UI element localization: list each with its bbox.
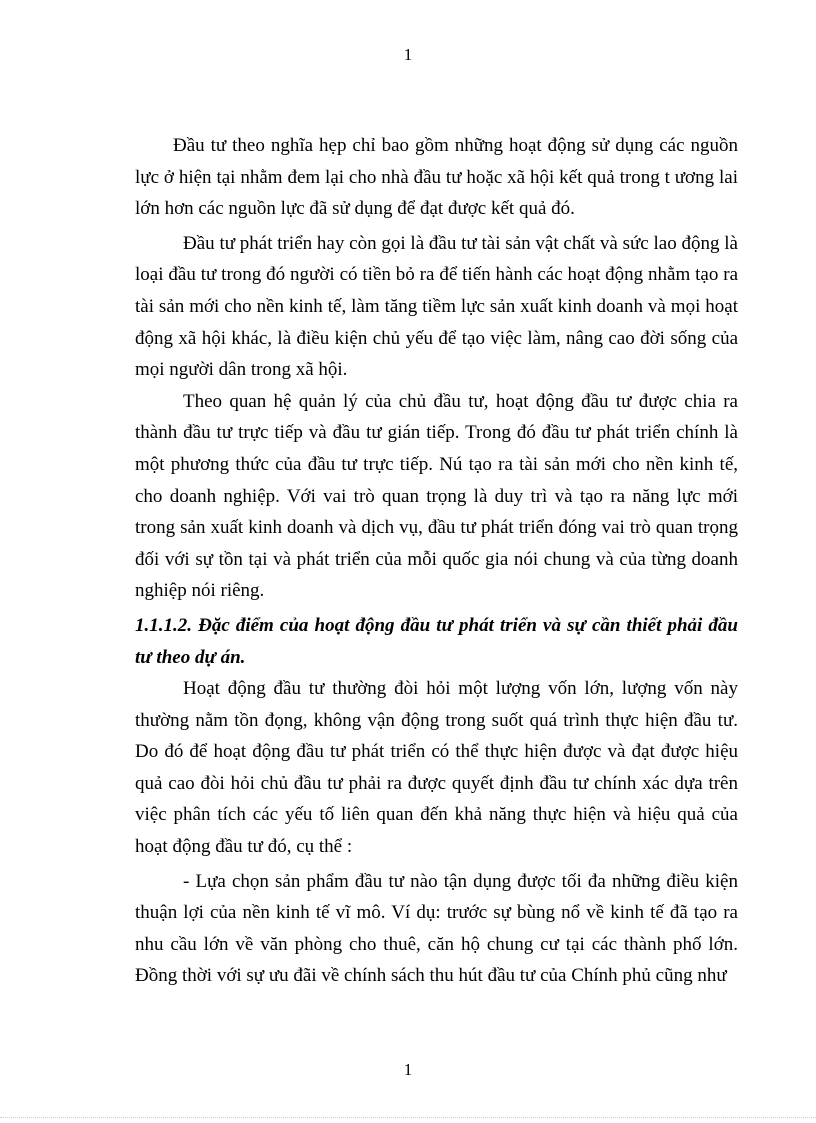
section-heading: 1.1.1.2. Đặc điểm của hoạt động đầu tư phát triển và sự cần thiết phải đầu tư theo dự án. xyxy=(135,614,738,668)
page-break-line xyxy=(0,1117,816,1118)
paragraph-product-selection: - Lựa chọn sản phẩm đầu tư nào tận dụng được tối đa những điều kiện thuận lợi của nền kinh tế vĩ mô. Ví dụ: trước sự bùng nổ về kinh tế đã tạo ra nhu cầu lớn về văn phòng cho thuê, căn hộ chung cư tại các thành phố lớn. Đồng thời với sự ưu đãi về chính sách thu hút đầu tư của Chính phủ cũng như xyxy=(135,870,738,987)
document-body xyxy=(135,130,738,992)
paragraph-capital-requirements: Hoạt động đầu tư thường đòi hỏi một lượng vốn lớn, lượng vốn này thường nằm tồn đọng, không vận động trong suốt quá trình thực hiện đầu tư. Do đó để hoạt động đầu tư phát triển có thể thực hiện được và đạt được hiệu quả cao đòi hỏi chủ đầu tư phải ra được quyết định đầu tư chính xác dựa trên việc phân tích các yếu tố liên quan đến khả năng thực hiện và hiệu quả của hoạt động đầu tư đó, cụ thể : xyxy=(135,678,738,858)
paragraph-management-relation: Theo quan hệ quản lý của chủ đầu tư, hoạt động đầu tư được chia ra thành đầu tư trực tiếp và đầu tư gián tiếp. Trong đó đầu tư phát triển chính là một phương thức của đầu tư trực tiếp. Nú tạo ra tài sản mới cho nền kinh tế, cho doanh nghiệp. Với vai trò quan trọng là duy trì và tạo ra năng lực mới trong sản xuất kinh doanh và dịch vụ, đầu tư phát triển đóng vai trò quan trọng đối với sự tồn tại và phát triển của mỗi quốc gia nói chung và của từng doanh nghiệp nói riêng. xyxy=(135,390,738,602)
paragraph-development-investment: Đầu tư phát triển hay còn gọi là đầu tư tài sản vật chất và sức lao động là loại đầu tư trong đó người có tiền bỏ ra để tiến hành các hoạt động nhằm tạo ra tài sản mới cho nền kinh tế, làm tăng tiềm lực sản xuất kinh doanh và mọi hoạt động xã hội khác, là điều kiện chủ yếu để tạo việc làm, nâng cao đời sống của mọi người dân trong xã hội. xyxy=(135,232,738,381)
header-page-number: 1 xyxy=(403,45,413,64)
footer-page-number: 1 xyxy=(403,1060,413,1079)
paragraph-definition-narrow: Đầu tư theo nghĩa hẹp chỉ bao gồm những hoạt động sử dụng các nguồn lực ở hiện tại nhằm đem lại cho nhà đầu tư hoặc xã hội kết quả trong t ương lai lớn hơn các nguồn lực đã sử dụng để đạt được kết quả đó. xyxy=(135,135,738,220)
